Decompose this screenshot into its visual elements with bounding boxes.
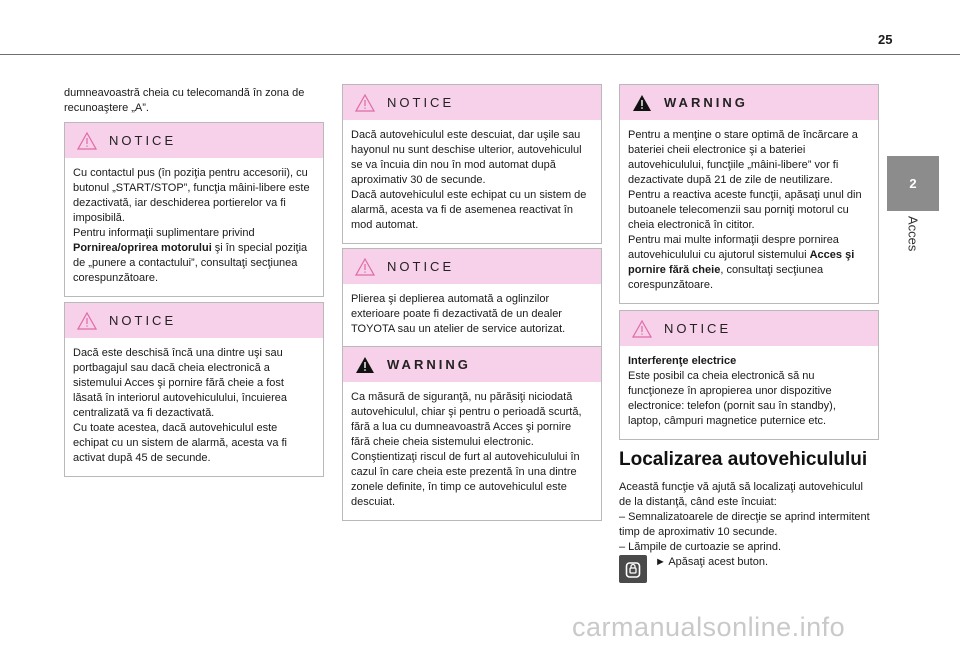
bold-ref: Pornirea/oprirea motorului [73,242,212,254]
watermark: carmanualsonline.info [572,612,846,642]
warning-header [343,347,601,382]
text-span: Pentru informaţii suplimentare privind [73,227,255,239]
notice-header [343,249,601,284]
notice-paragraph: Cu toate acestea, dacă autovehiculul este echipat cu un sistem de alarmă, acesta va fi activat după 45 de secunde. [73,422,287,464]
notice-title: NOTICE [109,313,177,328]
warning-header [620,85,878,120]
instruction-row [619,555,877,583]
notice-paragraph: Cu contactul pus (în poziţia pentru accesorii), cu butonul „START/STOP”, funcţia mâini-libere este dezactivată, iar deschiderea portierelor va fi imposibilă. [73,167,310,224]
notice-title: NOTICE [109,133,177,148]
warning-title: WARNING [664,95,748,110]
text-span: şi în special poziţia de „punere a contactului”, consultaţi secţiunea corespunzătoare. [73,242,308,284]
header-rule [0,54,960,55]
notice-box-4 [342,248,602,348]
warning-title: WARNING [387,357,471,372]
notice-paragraph: Dacă este deschisă încă una dintre uşi sau portbagajul sau dacă cheia electronică a sistemului Acces şi pornire fără cheie a fost lăsată în interiorul autovehiculului, încuierea centralizată va fi dezactivată. [73,347,288,419]
notice-box-5 [619,310,879,440]
notice-paragraph: Dacă autovehiculul este echipat cu un sistem de alarmă, acesta va fi de asemenea reactivat în mod automat. [351,189,587,231]
warning-paragraph: Ca măsură de siguranţă, nu părăsiţi niciodată autovehiculul, chiar şi pentru o perioadă scurtă, fără a lua cu dumneavoastră Acces şi pornire fără cheie cheia sistemului electronic. [351,391,582,448]
notice-paragraph [73,226,315,286]
notice-header [65,303,323,338]
notice-body [343,120,601,243]
warning-paragraph: Conştientizaţi riscul de furt al autovehiculului în cazul în care cheia este prezentă în una dintre zonele definite, în timp ce autovehiculul este descuiat. [351,451,580,508]
notice-title: NOTICE [387,259,455,274]
notice-header [65,123,323,158]
warning-outline-icon [77,312,97,330]
warning-paragraph: Pentru a menţine o stare optimă de încărcare a bateriei cheii electronice şi a bateriei autovehiculului, funcţiile „mâini-libere” vor fi dezactivate după 21 de zile de neutilizare. [628,129,858,186]
notice-header [620,311,878,346]
warning-paragraph [628,233,870,293]
notice-box-3 [342,84,602,244]
notice-body [65,338,323,476]
notice-title: NOTICE [387,95,455,110]
warning-outline-icon [632,320,652,338]
notice-paragraph: Este posibil ca cheia electronică să nu funcţioneze în apropierea unor dispozitive electronice: telefon (pornit sau în standby), laptop, câmpuri magnetice puternice etc. [628,370,836,427]
notice-box-1 [64,122,324,297]
lock-button-icon [619,555,647,583]
notice-body [65,158,323,296]
notice-heading-text: Interferenţe electrice [628,355,737,367]
lock-icon [624,559,642,579]
chapter-number: 2 [909,176,917,191]
warning-paragraph: Pentru a reactiva aceste funcţii, apăsaţi unul din butoanele telecomenzii sau porniţi motorul cu cheia electronică în cititor. [628,189,862,231]
chapter-label [904,216,922,286]
instruction-step: ► Apăsaţi acest buton. [655,556,769,568]
notice-title: NOTICE [664,321,732,336]
chapter-tab[interactable] [887,156,939,211]
section-paragraph: Această funcţie vă ajută să localizaţi autovehiculul de la distanţă, când este încuiat: [619,481,863,508]
warning-body [343,382,601,520]
notice-paragraph: Plierea şi deplierea automată a oglinzilor exterioare poate fi dezactivată de un dealer TOYOTA sau un atelier de service autorizat. [351,293,566,335]
intro-text: dumneavoastră cheia cu telecomandă în zona de recunoaştere „A”. [64,87,305,114]
warning-body [620,120,878,303]
notice-heading [628,354,870,369]
section-bullet: – Semnalizatoarele de direcţie se aprind intermitent timp de aproximativ 10 secunde. [619,511,870,538]
notice-body [620,346,878,439]
page-number: 25 [878,32,893,47]
warning-outline-icon [355,258,375,276]
section-locate-vehicle [619,448,877,583]
notice-box-2 [64,302,324,477]
warning-outline-icon [355,94,375,112]
text-span: Pentru mai multe informaţii despre pornirea autovehiculului cu ajutorul sistemului [628,234,839,261]
warning-filled-icon [355,356,375,374]
notice-body [343,284,601,347]
chapter-label-text: Acces [905,216,921,252]
warning-box-2 [619,84,879,304]
notice-paragraph: Dacă autovehiculul este descuiat, dar uşile sau hayonul nu sunt deschise ulterior, autovehiculul se va încuia din nou în mod automat după aproximativ 30 de secunde. [351,129,582,186]
text-span: , consultaţi secţiunea corespunzătoare. [628,264,824,291]
column-1 [64,86,322,116]
warning-box-1 [342,346,602,521]
notice-header [343,85,601,120]
bold-ref: Acces şi pornire fără cheie [628,249,855,276]
section-title: Localizarea autovehiculului [619,449,868,470]
warning-filled-icon [632,94,652,112]
section-bullet: – Lămpile de curtoazie se aprind. [619,541,782,553]
warning-outline-icon [77,132,97,150]
